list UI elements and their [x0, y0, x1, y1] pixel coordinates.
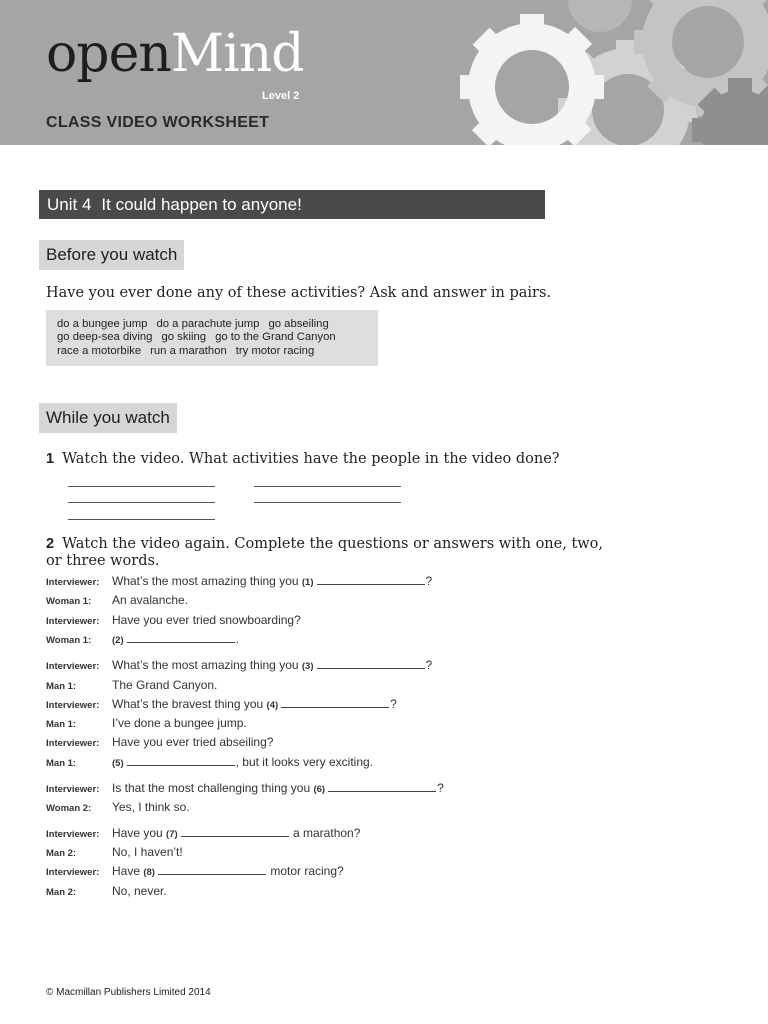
brand-logo-part2: Mind	[170, 24, 304, 84]
activity-item: go to the Grand Canyon	[215, 331, 336, 344]
exercise-2-text-line1: Watch the video again. Complete the questions or answers with one, two,	[62, 536, 604, 552]
dialogue-text	[112, 678, 217, 692]
dialogue-text	[112, 716, 247, 730]
gap-blank[interactable]	[328, 782, 436, 792]
before-instruction: Have you ever done any of these activities? Ask and answer in pairs.	[46, 285, 552, 301]
gap-number: (1)	[301, 577, 314, 588]
exercise-1-number: 1	[46, 451, 55, 467]
speaker-label: Interviewer:	[46, 700, 100, 711]
worksheet-title: CLASS VIDEO WORKSHEET	[46, 114, 270, 131]
speaker-label: Woman 1:	[46, 635, 92, 646]
header-banner	[0, 0, 768, 145]
dialogue-line	[46, 716, 646, 732]
dialogue-text-before: What’s the bravest thing you	[112, 697, 264, 711]
dialogue-text-before: Is that the most challenging thing you	[112, 781, 311, 795]
dialogue-text-before: Yes, I think so.	[112, 800, 190, 814]
dialogue-text-before: An avalanche.	[112, 593, 189, 607]
dialogue-text-after: a marathon?	[289, 826, 361, 840]
dialogue-text	[112, 864, 344, 878]
dialogue-text-after: motor racing?	[266, 864, 344, 878]
speaker-label: Interviewer:	[46, 616, 100, 627]
dialogue-text	[112, 755, 373, 769]
copyright-footer: © Macmillan Publishers Limited 2014	[46, 987, 211, 998]
gap-blank[interactable]	[317, 659, 425, 669]
dialogue-text	[112, 613, 301, 627]
speaker-label: Man 1:	[46, 719, 77, 730]
activities-row-2	[57, 331, 367, 344]
speaker-label: Man 2:	[46, 848, 77, 859]
exercise-2-instruction	[46, 536, 603, 552]
dialogue-text-after: ?	[425, 574, 433, 588]
dialogue-line	[46, 658, 646, 674]
dialogue-line	[46, 632, 646, 648]
speaker-label: Woman 2:	[46, 803, 92, 814]
dialogue-text-before: What’s the most amazing thing you	[112, 574, 299, 588]
gap-blank[interactable]	[281, 698, 389, 708]
dialogue-text-before: Have you ever tried abseiling?	[112, 735, 274, 749]
dialogue-line	[46, 826, 646, 842]
dialogue-text-after: ?	[425, 658, 433, 672]
unit-title: It could happen to anyone!	[101, 195, 302, 214]
activity-item: do a bungee jump	[57, 318, 148, 330]
dialogue-text	[112, 826, 360, 840]
dialogue-text-after: .	[235, 632, 239, 646]
dialogue-text	[112, 593, 188, 607]
activities-word-box	[46, 310, 378, 366]
activity-item: try motor racing	[235, 344, 315, 357]
speaker-label: Interviewer:	[46, 829, 100, 840]
dialogue-text-before: Have you ever tried snowboarding?	[112, 613, 301, 627]
gap-blank[interactable]	[181, 827, 289, 837]
gap-number: (3)	[301, 661, 314, 672]
activity-item: race a motorbike	[57, 344, 142, 357]
speaker-label: Woman 1:	[46, 596, 92, 607]
speaker-label: Man 2:	[46, 887, 77, 898]
dialogue-text	[112, 658, 432, 672]
speaker-label: Interviewer:	[46, 661, 100, 672]
gap-number: (4)	[266, 700, 279, 711]
activity-item: run a marathon	[150, 344, 227, 357]
dialogue-text	[112, 574, 432, 588]
gap-number: (5)	[112, 758, 124, 769]
activity-item: do a parachute jump	[156, 318, 260, 330]
dialogue-line	[46, 884, 646, 900]
dialogue-line	[46, 574, 646, 590]
dialogue-line	[46, 613, 646, 629]
dialogue-line	[46, 697, 646, 713]
speaker-label: Interviewer:	[46, 784, 100, 795]
gap-blank[interactable]	[127, 633, 235, 643]
speaker-label: Man 1:	[46, 758, 77, 769]
brand-logo-part1: open	[46, 24, 171, 84]
dialogue-text	[112, 735, 273, 749]
exercise-1-instruction	[46, 451, 560, 467]
gap-number: (6)	[313, 784, 326, 795]
gap-number: (8)	[143, 867, 155, 878]
answer-line[interactable]	[68, 519, 215, 520]
activity-item: go skiing	[161, 331, 207, 344]
before-you-watch-heading: Before you watch	[39, 240, 184, 270]
exercise-2-number: 2	[46, 536, 55, 552]
gap-blank[interactable]	[317, 575, 425, 585]
dialogue-text-after: , but it looks very exciting.	[235, 755, 374, 769]
dialogue-text-before: No, I haven’t!	[112, 845, 183, 859]
dialogue-line	[46, 845, 646, 861]
dialogue-text-after: ?	[390, 697, 397, 711]
dialogue-text	[112, 884, 167, 898]
speaker-label: Interviewer:	[46, 738, 100, 749]
dialogue-line	[46, 735, 646, 751]
dialogue-text	[112, 800, 190, 814]
speaker-label: Interviewer:	[46, 867, 100, 878]
dialogue-text-before: No, never.	[112, 884, 167, 898]
level-label: Level 2	[262, 90, 300, 102]
dialogue-text-before: Have	[112, 864, 141, 878]
dialogue-line	[46, 593, 646, 609]
brand-logo	[46, 24, 304, 84]
exercise-2-text-line2: or three words.	[46, 553, 160, 569]
gap-number: (2)	[112, 635, 124, 646]
unit-number: Unit 4	[47, 195, 92, 214]
dialogue-text	[112, 781, 444, 795]
dialogue-text	[112, 632, 239, 646]
answer-line[interactable]	[254, 486, 401, 487]
dialogue-line	[46, 781, 646, 797]
answer-line[interactable]	[68, 502, 215, 503]
activity-item: go deep-sea diving	[57, 331, 153, 344]
activities-row-1	[57, 318, 367, 331]
answer-line[interactable]	[254, 502, 401, 503]
dialogue-text-after: ?	[437, 781, 444, 795]
gap-blank[interactable]	[127, 756, 235, 766]
while-you-watch-heading: While you watch	[39, 403, 177, 433]
unit-title-bar	[39, 190, 545, 219]
gap-number: (7)	[166, 829, 178, 840]
answer-line[interactable]	[68, 486, 215, 487]
activities-row-3	[57, 345, 367, 358]
speaker-label: Man 1:	[46, 681, 77, 692]
dialogue-text-before: I’ve done a bungee jump.	[112, 716, 247, 730]
gap-blank[interactable]	[158, 865, 266, 875]
dialogue-text	[112, 697, 397, 711]
activity-item: go abseiling	[268, 318, 329, 330]
dialogue-line	[46, 755, 646, 771]
dialogue-text	[112, 845, 183, 859]
dialogue-text-before: What’s the most amazing thing you	[112, 658, 299, 672]
dialogue-text-before: Have you	[112, 826, 163, 840]
speaker-label: Interviewer:	[46, 577, 100, 588]
exercise-1-text: Watch the video. What activities have the people in the video done?	[62, 451, 560, 467]
dialogue-line	[46, 678, 646, 694]
dialogue-text-before: The Grand Canyon.	[112, 678, 218, 692]
dialogue-line	[46, 800, 646, 816]
dialogue-line	[46, 864, 646, 880]
